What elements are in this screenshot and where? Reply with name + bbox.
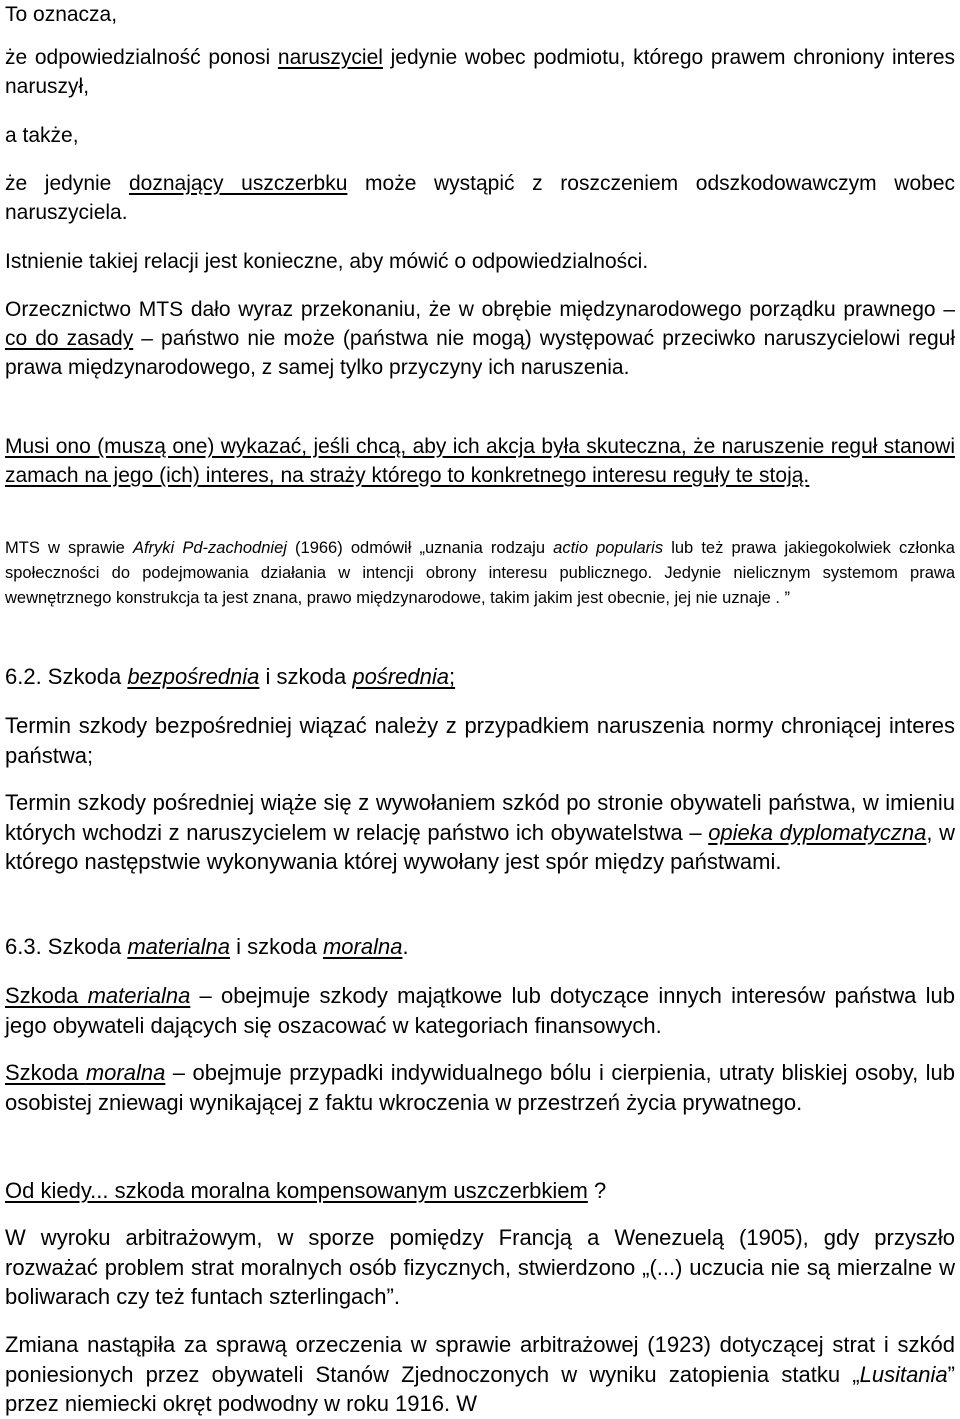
text: lub też prawa jakiegokolwiek członka społeczności do podejmowania działania w intencji obrony interesu publicznego. Jedynie nielicznym systemom prawa wewnętrznego konstrukcja ta jest znana, prawo międzynarodowe, takim jakim jest obecnie, jej nie uznaje . ”	[5, 539, 955, 607]
text: że jedynie	[5, 172, 129, 195]
underlined-term: materialna	[127, 934, 231, 959]
underlined-term: Od kiedy... szkoda moralna kompensowanym uszczerbkiem	[5, 1178, 588, 1203]
text: , w którego następstwie wykonywania której wywołany jest spór między państwami.	[5, 819, 955, 874]
underlined-term: moralna	[85, 1060, 166, 1085]
italic-term: actio popularis	[553, 539, 664, 557]
italic-term: Afryki Pd-zachodniej	[132, 539, 287, 557]
text: i szkoda	[230, 934, 323, 959]
paragraph: Termin szkody bezpośredniej wiązać należy z przypadkiem naruszenia normy chroniącej interes państwa;	[5, 713, 955, 768]
text: Zmiana nastąpiła za sprawą orzeczenia w sprawie arbitrażowej (1923) dotyczącej strat i szkód poniesionych przez obywateli Stanów Zjednoczonych w wyniku zatopienia statku „	[5, 1332, 955, 1387]
text: ;	[449, 664, 456, 689]
text: 6.3. Szkoda	[5, 934, 128, 959]
text: jedynie wobec podmiotu, którego prawem chroniony interes naruszył,	[5, 46, 956, 98]
underlined-term: opieka dyplomatyczna	[708, 819, 927, 845]
italic-term: Lusitania	[859, 1361, 948, 1387]
text: Orzecznictwo MTS dało wyraz przekonaniu, że w obrębie międzynarodowego porządku prawnego –	[5, 298, 955, 321]
paragraph	[5, 1058, 955, 1117]
text: .	[402, 934, 409, 959]
underlined-term: Szkoda	[5, 1060, 86, 1085]
text: Istnienie takiej relacji jest konieczne, aby mówić o odpowiedzialności.	[5, 250, 649, 273]
paragraph	[5, 1330, 955, 1419]
paragraph	[5, 121, 79, 150]
text: a także,	[5, 124, 79, 147]
intro-line	[5, 0, 117, 29]
paragraph	[5, 247, 648, 276]
paragraph: W wyroku arbitrażowym, w sporze pomiędzy Francją a Wenezuelą (1905), gdy przyszło rozważać problem strat moralnych osób fizycznych, stwierdzono „(...) uczucia nie są mierzalne w boliwarach czy też funtach szterlingach”.	[5, 1225, 955, 1309]
text: 6.2. Szkoda	[5, 664, 128, 689]
text: – obejmuje przypadki indywidualnego bólu i cierpienia, utraty bliskiej osoby, lub osobistej zniewagi wynikającej z faktu wkroczenia w przestrzeń życia prywatnego.	[5, 1060, 956, 1115]
section-heading	[5, 662, 455, 692]
paragraph	[5, 43, 955, 101]
underlined-term: materialna	[87, 983, 191, 1008]
text: może wystąpić z roszczeniem odszkodowawczym wobec naruszyciela.	[5, 172, 955, 224]
underlined-term: moralna	[322, 934, 403, 959]
question-line	[5, 1176, 606, 1206]
section-heading	[5, 932, 409, 962]
paragraph	[5, 788, 955, 877]
paragraph	[5, 981, 955, 1040]
paragraph	[5, 169, 955, 227]
underlined-term: Szkoda	[5, 983, 88, 1008]
underlined-term: doznający uszczerbku	[128, 172, 348, 195]
text: że odpowiedzialność ponosi	[5, 46, 278, 69]
text: ” przez niemiecki okręt podwodny w roku 1916. W	[5, 1361, 955, 1416]
quote-paragraph	[5, 536, 955, 611]
paragraph	[5, 295, 955, 382]
underlined-term: co do zasady	[5, 327, 134, 350]
text: i szkoda	[259, 664, 353, 689]
text: MTS w sprawie	[5, 539, 133, 557]
text: – obejmuje szkody majątkowe lub dotyczące innych interesów państwa lub jego obywateli dających się oszacować w kategoriach finansowych.	[5, 983, 955, 1038]
text: (1966) odmówił „uznania rodzaju	[286, 539, 554, 557]
underlined-term: bezpośrednia	[127, 664, 260, 689]
text: To oznacza,	[5, 3, 118, 26]
paragraph-underlined: Musi ono (muszą one) wykazać, jeśli chcą, aby ich akcja była skuteczna, że naruszenie reguł stanowi zamach na jego (ich) interes, na straży którego to konkretnego interesu reguły te stoją.	[5, 435, 955, 487]
text: ?	[587, 1178, 607, 1203]
underlined-term: naruszyciel	[277, 46, 383, 69]
text: Termin szkody pośredniej wiąże się z wywołaniem szkód po stronie obywateli państwa, w imieniu których wchodzi z naruszycielem w relację państwo ich obywatelstwa –	[5, 790, 955, 845]
underlined-term: pośrednia	[352, 664, 449, 689]
text: – państwo nie może (państwa nie mogą) występować przeciwko naruszycielowi reguł prawa międzynarodowego, z samej tylko przyczyny ich naruszenia.	[5, 327, 955, 379]
